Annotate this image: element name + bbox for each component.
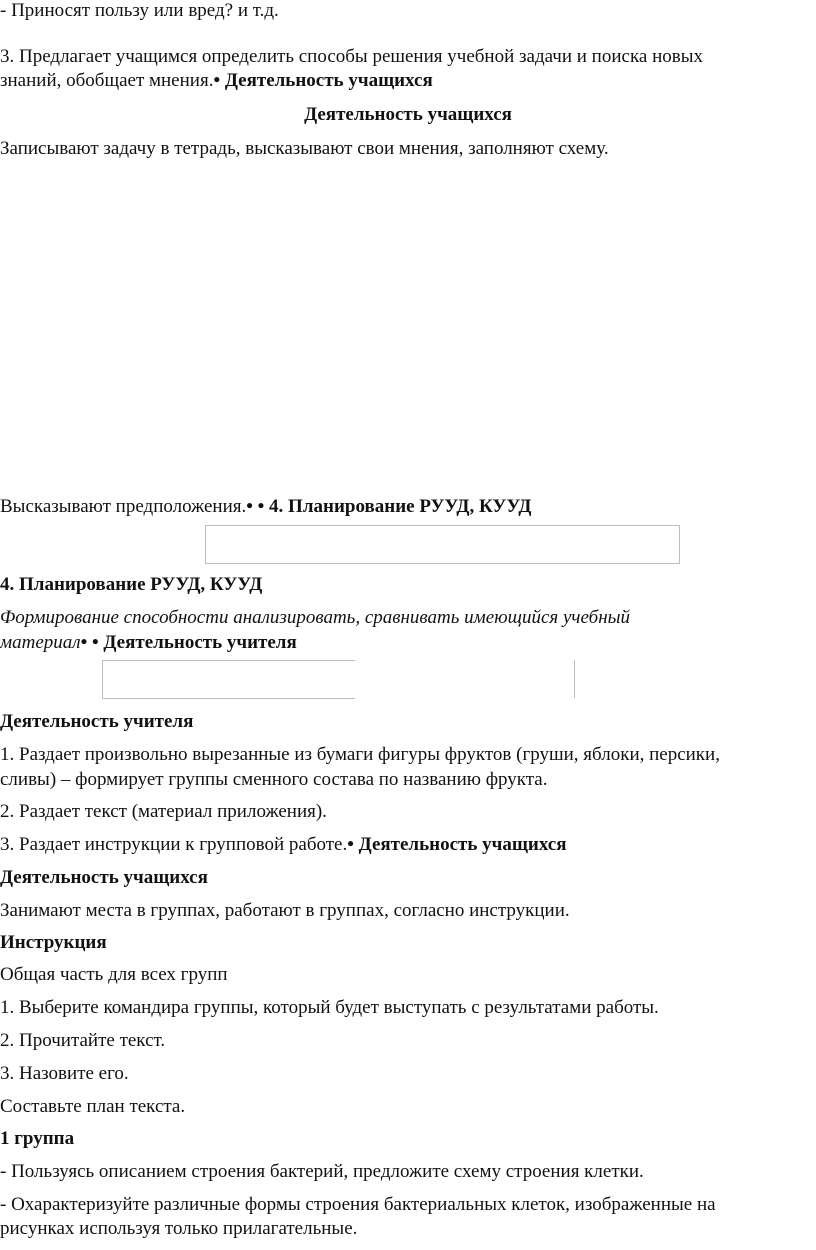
text-line: 2. Раздает текст (материал приложения). xyxy=(0,801,327,822)
text-line: 1. Выберите командира группы, который будет выступать с результатами работы. xyxy=(0,997,659,1018)
text-line xyxy=(0,834,567,856)
text-line: Занимают места в группах, работают в группах, согласно инструкции. xyxy=(0,900,570,921)
section-heading: 1 группа xyxy=(0,1128,75,1149)
section-heading: Деятельность учителя xyxy=(0,711,194,732)
text-fragment: 3. Раздает инструкции к групповой работе. xyxy=(0,834,348,855)
section-heading: Деятельность учащихся xyxy=(304,104,512,125)
bullet-heading: • • Деятельность учителя xyxy=(80,632,297,653)
text-fragment: Высказывают предположения. xyxy=(0,496,247,517)
text-fragment: знаний, обобщает мнения. xyxy=(0,70,214,91)
text-line: Составьте план текста. xyxy=(0,1096,186,1117)
text-line: Общая часть для всех групп xyxy=(0,964,228,985)
section-heading: Деятельность учащихся xyxy=(0,867,208,888)
section-heading: Инструкция xyxy=(0,932,107,953)
text-line: сливы) – формирует группы сменного состава по названию фрукта. xyxy=(0,769,548,790)
section-heading: 4. Планирование РУУД, КУУД xyxy=(0,574,263,595)
text-line: 2. Прочитайте текст. xyxy=(0,1030,166,1051)
text-line xyxy=(0,70,433,92)
text-line: 3. Назовите его. xyxy=(0,1063,129,1084)
text-line: - Пользуясь описанием строения бактерий, предложите схему строения клетки. xyxy=(0,1161,644,1182)
text-line: рисунках используя только прилагательные. xyxy=(0,1218,358,1239)
italic-fragment: материал xyxy=(0,632,81,653)
bullet-heading: • Деятельность учащихся xyxy=(213,70,433,91)
bullet-heading: • • 4. Планирование РУУД, КУУД xyxy=(246,496,532,517)
frame-divider xyxy=(574,660,575,698)
italic-line: Формирование способности анализировать, сравнивать имеющийся учебный xyxy=(0,607,631,628)
empty-frame xyxy=(205,525,680,564)
text-line: 3. Предлагает учащимся определить способы решения учебной задачи и поиска новых xyxy=(0,46,703,67)
text-line: Записывают задачу в тетрадь, высказывают свои мнения, заполняют схему. xyxy=(0,138,609,159)
text-line xyxy=(0,632,297,654)
text-line xyxy=(0,496,531,518)
empty-frame xyxy=(102,660,355,699)
text-line: 1. Раздает произвольно вырезанные из бумаги фигуры фруктов (груши, яблоки, персики, xyxy=(0,744,720,765)
text-line: - Приносят пользу или вред? и т.д. xyxy=(0,0,279,21)
bullet-heading: • Деятельность учащихся xyxy=(347,834,567,855)
text-line: - Охарактеризуйте различные формы строения бактериальных клеток, изображенные на xyxy=(0,1194,716,1215)
